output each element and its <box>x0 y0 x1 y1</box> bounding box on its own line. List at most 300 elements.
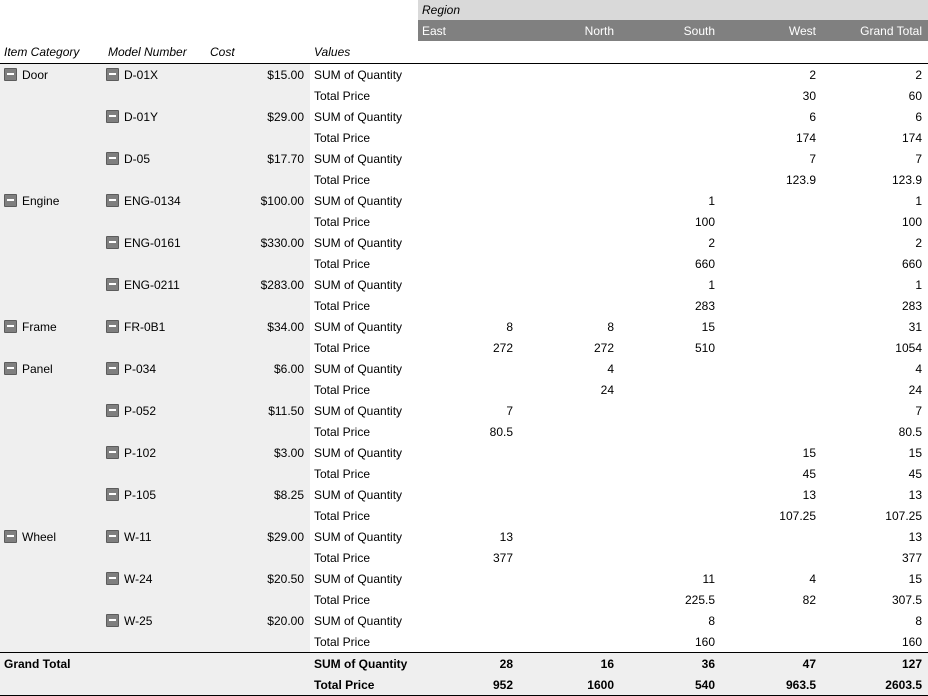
row-measure-quantity: SUM of Quantity <box>310 484 418 505</box>
row-measure-price: Total Price <box>310 631 418 653</box>
collapse-category-icon[interactable] <box>4 320 17 333</box>
cell-quantity-west: 7 <box>721 148 822 169</box>
row-item-category <box>0 442 104 463</box>
cell-price-west <box>721 337 822 358</box>
model-label: D-01X <box>124 67 159 82</box>
row-measure-price: Total Price <box>310 463 418 484</box>
cell-price-grand-total: 107.25 <box>822 505 928 526</box>
row-item-category <box>0 316 104 337</box>
collapse-model-icon[interactable] <box>106 110 119 123</box>
field-header-values[interactable]: Values <box>310 41 418 64</box>
row-model-number <box>104 358 206 379</box>
row-model-number-blank <box>104 211 206 232</box>
cell-price-west: 107.25 <box>721 505 822 526</box>
row-item-category-blank <box>0 295 104 316</box>
cell-price-north <box>519 85 620 106</box>
row-model-number-blank <box>104 127 206 148</box>
cell-price-north <box>519 547 620 568</box>
cell-price-west <box>721 547 822 568</box>
cell-price-north <box>519 631 620 653</box>
cell-price-east <box>418 253 519 274</box>
cell-quantity-east <box>418 442 519 463</box>
row-measure-quantity: SUM of Quantity <box>310 64 418 86</box>
collapse-model-icon[interactable] <box>106 488 119 501</box>
table-row <box>0 463 928 484</box>
grand-total-label <box>0 674 310 696</box>
row-model-number <box>104 232 206 253</box>
table-row <box>0 295 928 316</box>
row-item-category-blank <box>0 253 104 274</box>
grand-total-row <box>0 674 928 696</box>
cell-quantity-north <box>519 190 620 211</box>
row-measure-quantity: SUM of Quantity <box>310 442 418 463</box>
row-measure-quantity: SUM of Quantity <box>310 610 418 631</box>
collapse-category-icon[interactable] <box>4 68 17 81</box>
row-cost: $17.70 <box>206 148 310 169</box>
cell-quantity-west <box>721 358 822 379</box>
row-measure-price: Total Price <box>310 505 418 526</box>
collapse-category-icon[interactable] <box>4 194 17 207</box>
cell-price-east: 80.5 <box>418 421 519 442</box>
collapse-model-icon[interactable] <box>106 278 119 291</box>
category-label: Engine <box>22 193 60 208</box>
cell-price-grand-total: 1054 <box>822 337 928 358</box>
cell-price-south: 510 <box>620 337 721 358</box>
collapse-model-icon[interactable] <box>106 362 119 375</box>
row-cost: $3.00 <box>206 442 310 463</box>
row-model-number <box>104 106 206 127</box>
table-row <box>0 421 928 442</box>
cell-quantity-east <box>418 568 519 589</box>
row-measure-quantity: SUM of Quantity <box>310 526 418 547</box>
row-item-category <box>0 148 104 169</box>
cell-price-north: 24 <box>519 379 620 400</box>
collapse-model-icon[interactable] <box>106 530 119 543</box>
row-model-number <box>104 400 206 421</box>
cell-price-north <box>519 589 620 610</box>
cell-quantity-grand-total: 4 <box>822 358 928 379</box>
model-label: FR-0B1 <box>124 319 166 334</box>
grand-total-cell-grand-total: 127 <box>822 653 928 675</box>
grand-total-measure: SUM of Quantity <box>310 653 418 675</box>
collapse-model-icon[interactable] <box>106 614 119 627</box>
field-header-pad-5 <box>822 41 928 64</box>
cell-price-east <box>418 631 519 653</box>
header-columns-row <box>0 20 928 41</box>
cell-quantity-south <box>620 484 721 505</box>
row-item-category <box>0 106 104 127</box>
cell-quantity-east: 8 <box>418 316 519 337</box>
row-measure-price: Total Price <box>310 295 418 316</box>
row-cost: $330.00 <box>206 232 310 253</box>
table-row <box>0 169 928 190</box>
grand-total-row <box>0 653 928 675</box>
row-model-number-blank <box>104 85 206 106</box>
cell-quantity-north: 4 <box>519 358 620 379</box>
row-item-category-blank <box>0 211 104 232</box>
row-measure-quantity: SUM of Quantity <box>310 148 418 169</box>
row-cost-blank <box>206 337 310 358</box>
row-model-number <box>104 484 206 505</box>
grand-total-cell-north: 1600 <box>519 674 620 696</box>
cell-quantity-north <box>519 400 620 421</box>
table-row <box>0 379 928 400</box>
table-row <box>0 316 928 337</box>
cell-quantity-west <box>721 232 822 253</box>
header-fields-row <box>0 41 928 64</box>
model-label: W-11 <box>124 529 152 544</box>
model-label: ENG-0161 <box>124 235 181 250</box>
row-model-number <box>104 148 206 169</box>
cell-price-west <box>721 421 822 442</box>
cell-quantity-north: 8 <box>519 316 620 337</box>
row-measure-quantity: SUM of Quantity <box>310 232 418 253</box>
row-item-category <box>0 610 104 631</box>
row-measure-price: Total Price <box>310 337 418 358</box>
cell-quantity-north <box>519 610 620 631</box>
row-cost: $6.00 <box>206 358 310 379</box>
cell-price-west: 45 <box>721 463 822 484</box>
model-label: P-102 <box>124 445 157 460</box>
column-header-grand-total[interactable]: Grand Total <box>822 20 928 41</box>
row-model-number <box>104 610 206 631</box>
row-model-number <box>104 526 206 547</box>
cell-quantity-grand-total: 15 <box>822 442 928 463</box>
row-item-category <box>0 568 104 589</box>
cell-quantity-east <box>418 232 519 253</box>
cell-quantity-west <box>721 610 822 631</box>
row-item-category-blank <box>0 547 104 568</box>
cell-quantity-south <box>620 526 721 547</box>
cell-quantity-north <box>519 232 620 253</box>
column-header-west[interactable]: West <box>721 20 822 41</box>
row-measure-quantity: SUM of Quantity <box>310 316 418 337</box>
collapse-model-icon[interactable] <box>106 446 119 459</box>
row-measure-price: Total Price <box>310 127 418 148</box>
cell-quantity-east <box>418 358 519 379</box>
cell-quantity-south: 2 <box>620 232 721 253</box>
grand-total-cell-east: 952 <box>418 674 519 696</box>
row-model-number-blank <box>104 589 206 610</box>
cell-price-grand-total: 160 <box>822 631 928 653</box>
field-header-pad-1 <box>418 41 519 64</box>
table-row <box>0 547 928 568</box>
cell-quantity-south <box>620 64 721 86</box>
collapse-model-icon[interactable] <box>106 236 119 249</box>
row-model-number <box>104 568 206 589</box>
table-row <box>0 526 928 547</box>
row-model-number <box>104 316 206 337</box>
cell-quantity-grand-total: 7 <box>822 148 928 169</box>
grand-total-cell-south: 36 <box>620 653 721 675</box>
row-model-number-blank <box>104 379 206 400</box>
cell-price-grand-total: 307.5 <box>822 589 928 610</box>
cell-price-south <box>620 463 721 484</box>
cell-price-east <box>418 463 519 484</box>
row-item-category <box>0 484 104 505</box>
cell-quantity-west <box>721 400 822 421</box>
grand-total-cell-grand-total: 2603.5 <box>822 674 928 696</box>
cell-price-east <box>418 169 519 190</box>
field-header-model-number[interactable]: Model Number <box>104 41 206 64</box>
cell-price-south <box>620 169 721 190</box>
table-row <box>0 631 928 653</box>
model-label: P-052 <box>124 403 157 418</box>
cell-price-grand-total: 660 <box>822 253 928 274</box>
cell-price-grand-total: 60 <box>822 85 928 106</box>
column-header-south[interactable]: South <box>620 20 721 41</box>
row-measure-price: Total Price <box>310 379 418 400</box>
cell-quantity-east <box>418 610 519 631</box>
cell-quantity-east: 7 <box>418 400 519 421</box>
row-cost: $20.00 <box>206 610 310 631</box>
row-cost: $15.00 <box>206 64 310 86</box>
table-row <box>0 589 928 610</box>
collapse-category-icon[interactable] <box>4 362 17 375</box>
row-item-category <box>0 358 104 379</box>
table-row <box>0 211 928 232</box>
row-cost-blank <box>206 589 310 610</box>
cell-quantity-west <box>721 274 822 295</box>
cell-quantity-east <box>418 190 519 211</box>
cell-price-grand-total: 283 <box>822 295 928 316</box>
row-model-number-blank <box>104 463 206 484</box>
cell-price-east <box>418 505 519 526</box>
collapse-category-icon[interactable] <box>4 530 17 543</box>
cell-quantity-south: 1 <box>620 190 721 211</box>
cell-quantity-north <box>519 484 620 505</box>
collapse-model-icon[interactable] <box>106 404 119 417</box>
cell-price-north <box>519 253 620 274</box>
cell-quantity-west <box>721 190 822 211</box>
row-measure-price: Total Price <box>310 211 418 232</box>
cell-quantity-north <box>519 442 620 463</box>
field-header-pad-3 <box>620 41 721 64</box>
table-row <box>0 253 928 274</box>
grand-total-label: Grand Total <box>0 653 310 675</box>
row-model-number <box>104 442 206 463</box>
collapse-model-icon[interactable] <box>106 194 119 207</box>
category-label: Frame <box>22 319 57 334</box>
cell-quantity-east: 13 <box>418 526 519 547</box>
model-label: P-034 <box>124 361 157 376</box>
cell-quantity-west: 4 <box>721 568 822 589</box>
table-row <box>0 190 928 211</box>
row-measure-price: Total Price <box>310 547 418 568</box>
grand-total-cell-east: 28 <box>418 653 519 675</box>
cell-quantity-west: 2 <box>721 64 822 86</box>
row-measure-price: Total Price <box>310 589 418 610</box>
cell-price-grand-total: 123.9 <box>822 169 928 190</box>
row-measure-price: Total Price <box>310 169 418 190</box>
row-cost: $11.50 <box>206 400 310 421</box>
collapse-model-icon[interactable] <box>106 152 119 165</box>
row-cost: $34.00 <box>206 316 310 337</box>
row-measure-price: Total Price <box>310 253 418 274</box>
table-row <box>0 127 928 148</box>
row-measure-quantity: SUM of Quantity <box>310 568 418 589</box>
row-item-category-blank <box>0 505 104 526</box>
cell-price-north <box>519 169 620 190</box>
cell-price-grand-total: 80.5 <box>822 421 928 442</box>
table-row <box>0 64 928 86</box>
cell-price-south <box>620 379 721 400</box>
category-label: Wheel <box>22 529 57 544</box>
row-item-category-blank <box>0 631 104 653</box>
cell-price-east: 272 <box>418 337 519 358</box>
cell-price-south <box>620 505 721 526</box>
cell-price-west: 123.9 <box>721 169 822 190</box>
row-item-category <box>0 190 104 211</box>
row-item-category <box>0 232 104 253</box>
field-header-item-category[interactable]: Item Category <box>0 41 104 64</box>
row-model-number <box>104 274 206 295</box>
cell-quantity-north <box>519 64 620 86</box>
cell-price-west: 174 <box>721 127 822 148</box>
table-row <box>0 337 928 358</box>
cell-price-south <box>620 127 721 148</box>
row-item-category <box>0 64 104 86</box>
cell-quantity-north <box>519 106 620 127</box>
row-cost-blank <box>206 505 310 526</box>
cell-quantity-east <box>418 106 519 127</box>
cell-quantity-south: 1 <box>620 274 721 295</box>
cell-quantity-west <box>721 316 822 337</box>
header-blank <box>0 20 418 41</box>
row-item-category <box>0 526 104 547</box>
model-label: P-105 <box>124 487 157 502</box>
cell-quantity-south <box>620 106 721 127</box>
row-item-category <box>0 400 104 421</box>
table-row <box>0 358 928 379</box>
cell-quantity-south: 15 <box>620 316 721 337</box>
model-label: W-25 <box>124 613 153 628</box>
row-cost-blank <box>206 169 310 190</box>
row-measure-quantity: SUM of Quantity <box>310 274 418 295</box>
row-cost-blank <box>206 253 310 274</box>
column-field-region[interactable]: Region <box>418 0 928 20</box>
cell-price-south <box>620 547 721 568</box>
row-measure-quantity: SUM of Quantity <box>310 106 418 127</box>
cell-price-east <box>418 127 519 148</box>
collapse-model-icon[interactable] <box>106 68 119 81</box>
cell-price-south: 225.5 <box>620 589 721 610</box>
cell-price-grand-total: 24 <box>822 379 928 400</box>
grand-total-cell-south: 540 <box>620 674 721 696</box>
table-row <box>0 85 928 106</box>
row-item-category-blank <box>0 127 104 148</box>
row-item-category-blank <box>0 379 104 400</box>
row-model-number <box>104 64 206 86</box>
cell-price-west <box>721 253 822 274</box>
cell-price-east <box>418 379 519 400</box>
cell-quantity-grand-total: 13 <box>822 526 928 547</box>
cell-quantity-grand-total: 6 <box>822 106 928 127</box>
cell-price-south <box>620 421 721 442</box>
cell-quantity-north <box>519 526 620 547</box>
row-item-category-blank <box>0 589 104 610</box>
model-label: D-05 <box>124 151 151 166</box>
cell-quantity-east <box>418 484 519 505</box>
cell-price-grand-total: 45 <box>822 463 928 484</box>
row-cost: $100.00 <box>206 190 310 211</box>
cell-quantity-south: 11 <box>620 568 721 589</box>
row-item-category-blank <box>0 169 104 190</box>
column-header-east[interactable]: East <box>418 20 519 41</box>
cell-quantity-grand-total: 7 <box>822 400 928 421</box>
field-header-pad-2 <box>519 41 620 64</box>
collapse-model-icon[interactable] <box>106 572 119 585</box>
cell-quantity-grand-total: 2 <box>822 232 928 253</box>
row-model-number-blank <box>104 547 206 568</box>
cell-price-grand-total: 100 <box>822 211 928 232</box>
row-cost: $20.50 <box>206 568 310 589</box>
row-model-number-blank <box>104 295 206 316</box>
row-item-category <box>0 274 104 295</box>
category-label: Door <box>22 67 49 82</box>
column-header-north[interactable]: North <box>519 20 620 41</box>
table-row <box>0 400 928 421</box>
field-header-cost[interactable]: Cost <box>206 41 310 64</box>
cell-quantity-west <box>721 526 822 547</box>
cell-quantity-east <box>418 148 519 169</box>
cell-quantity-grand-total: 2 <box>822 64 928 86</box>
cell-quantity-north <box>519 568 620 589</box>
row-cost-blank <box>206 85 310 106</box>
cell-price-north <box>519 463 620 484</box>
cell-quantity-grand-total: 13 <box>822 484 928 505</box>
header-region-row <box>0 0 928 20</box>
row-item-category-blank <box>0 337 104 358</box>
cell-price-east <box>418 295 519 316</box>
grand-total-cell-west: 47 <box>721 653 822 675</box>
cell-quantity-south <box>620 442 721 463</box>
row-model-number <box>104 190 206 211</box>
cell-quantity-grand-total: 8 <box>822 610 928 631</box>
cell-price-grand-total: 377 <box>822 547 928 568</box>
model-label: ENG-0134 <box>124 193 181 208</box>
row-cost-blank <box>206 127 310 148</box>
cell-quantity-west: 13 <box>721 484 822 505</box>
header-corner <box>0 0 418 20</box>
cell-quantity-west: 6 <box>721 106 822 127</box>
table-row <box>0 274 928 295</box>
table-row <box>0 106 928 127</box>
cell-quantity-south <box>620 148 721 169</box>
cell-price-west <box>721 631 822 653</box>
row-model-number-blank <box>104 253 206 274</box>
row-cost-blank <box>206 421 310 442</box>
cell-price-south: 660 <box>620 253 721 274</box>
cell-price-west: 30 <box>721 85 822 106</box>
row-measure-quantity: SUM of Quantity <box>310 190 418 211</box>
cell-price-east <box>418 589 519 610</box>
cell-quantity-east <box>418 274 519 295</box>
collapse-model-icon[interactable] <box>106 320 119 333</box>
cell-quantity-south <box>620 358 721 379</box>
cell-quantity-grand-total: 1 <box>822 190 928 211</box>
category-label: Panel <box>22 361 53 376</box>
cell-price-north <box>519 295 620 316</box>
table-row <box>0 505 928 526</box>
row-model-number-blank <box>104 421 206 442</box>
cell-quantity-grand-total: 1 <box>822 274 928 295</box>
cell-price-north <box>519 505 620 526</box>
row-measure-price: Total Price <box>310 85 418 106</box>
cell-price-south <box>620 85 721 106</box>
cell-quantity-south: 8 <box>620 610 721 631</box>
row-item-category-blank <box>0 85 104 106</box>
